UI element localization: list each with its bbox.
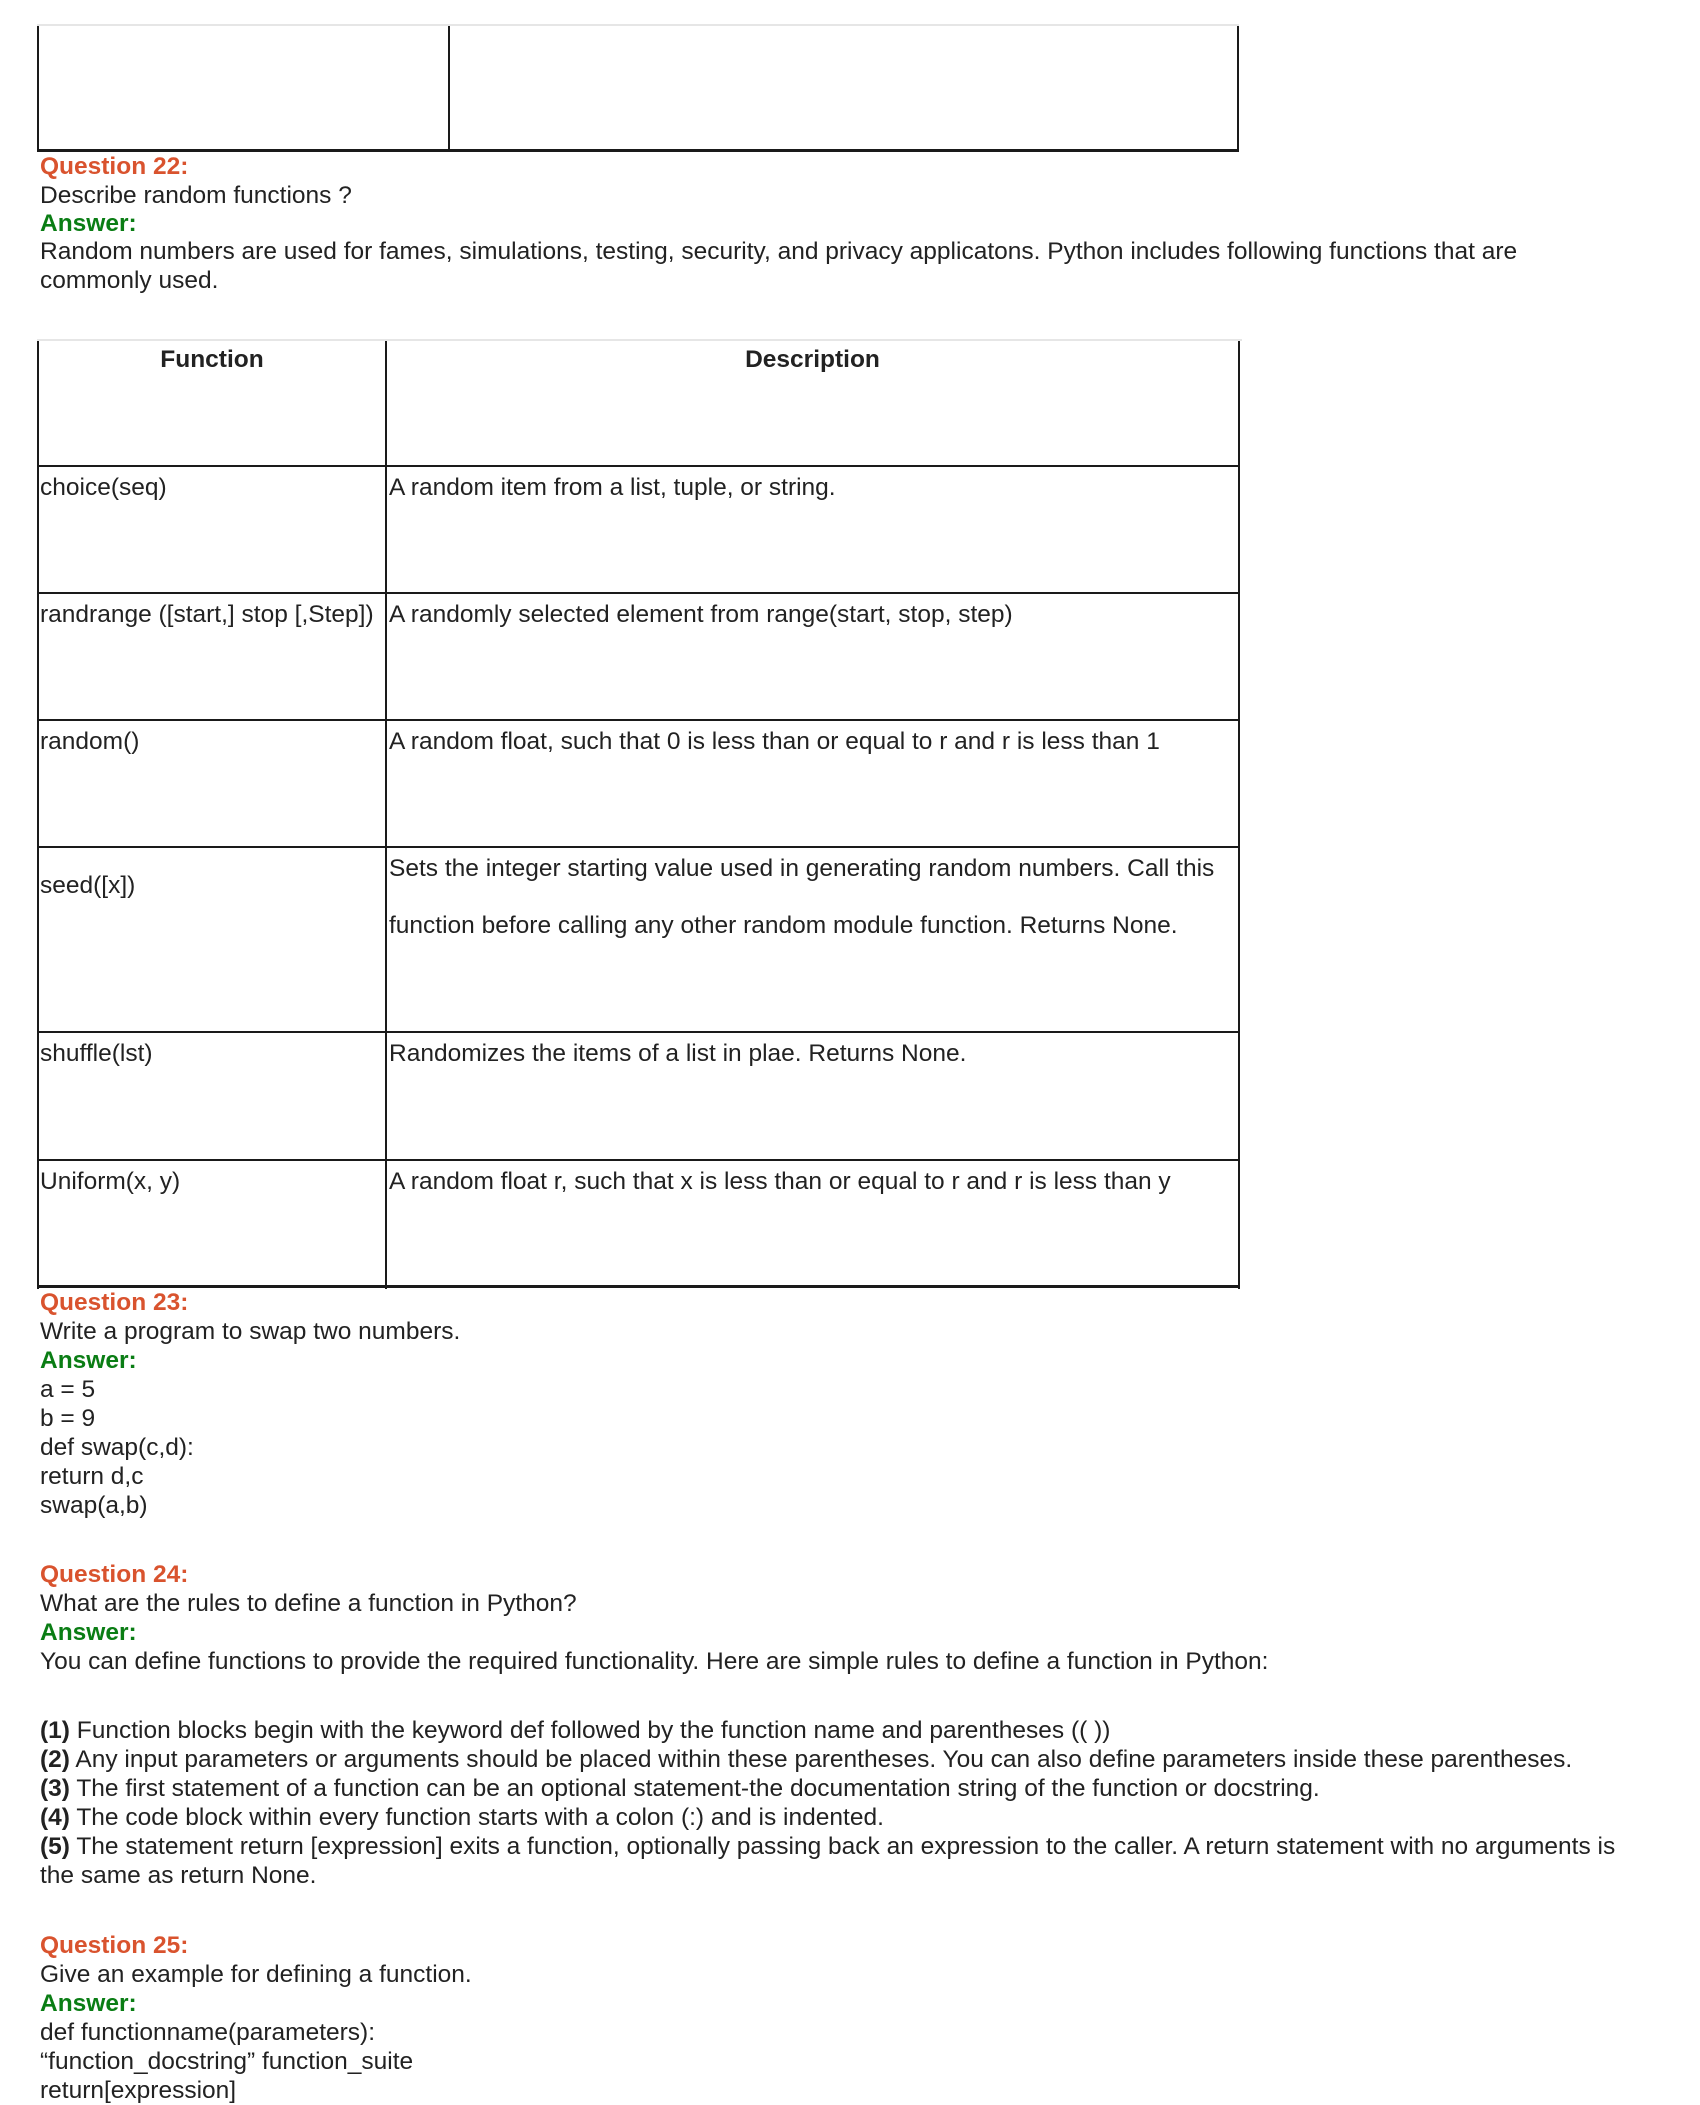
question-23-title: Question 23: — [40, 1289, 189, 1316]
rule-text: The code block within every function starts with a colon (:) and is indented. — [69, 1804, 884, 1831]
description-cell: A random item from a list, tuple, or string. — [389, 474, 836, 501]
function-cell: choice(seq) — [40, 474, 167, 501]
description-cell-line-2: function before calling any other random module function. Returns None. — [389, 912, 1178, 939]
row-divider — [37, 846, 1240, 848]
question-24-answer-label: Answer: — [40, 1619, 137, 1646]
rule-item — [40, 1774, 1320, 1803]
function-cell: seed([x]) — [40, 872, 136, 899]
question-22-intro-line-1: Random numbers are used for fames, simulations, testing, security, and privacy applicatons. Python includes following functions that are — [40, 238, 1518, 265]
rule-number: (1) — [40, 1717, 70, 1744]
code-line: “function_docstring” function_suite — [40, 2048, 414, 2075]
header-description: Description — [745, 346, 880, 373]
table-border-bottom — [37, 149, 1239, 152]
code-line: def swap(c,d): — [40, 1434, 194, 1461]
question-22-answer-label: Answer: — [40, 210, 137, 237]
question-25-answer-label: Answer: — [40, 1990, 137, 2017]
table-top-rule — [37, 339, 1242, 341]
rule-number: (5) — [40, 1833, 70, 1860]
rule-item — [40, 1803, 884, 1832]
random-functions-table — [37, 339, 1242, 1289]
description-cell: A random float, such that 0 is less than or equal to r and r is less than 1 — [389, 728, 1160, 755]
table-column-divider — [448, 26, 450, 152]
description-cell: A randomly selected element from range(start, stop, step) — [389, 601, 1013, 628]
question-24-intro: You can define functions to provide the required functionality. Here are simple rules to define a function in Python: — [40, 1648, 1269, 1675]
rule-number: (4) — [40, 1804, 70, 1831]
function-cell: shuffle(lst) — [40, 1040, 153, 1067]
table-border-right — [1238, 341, 1240, 1289]
rule-item — [40, 1832, 1615, 1861]
description-cell: A random float r, such that x is less than or equal to r and r is less than y — [389, 1168, 1171, 1195]
table-border-bottom — [37, 1285, 1240, 1288]
rule-text: The statement return [expression] exits a function, optionally passing back an expression to the caller. A return statement with no arguments is — [69, 1833, 1616, 1860]
table-column-divider — [385, 341, 387, 1289]
rule-text: Function blocks begin with the keyword def followed by the function name and parentheses (( )) — [69, 1717, 1111, 1744]
rule-text: Any input parameters or arguments should be placed within these parentheses. You can also define parameters inside these parentheses. — [69, 1746, 1573, 1773]
code-line: return[expression] — [40, 2077, 237, 2104]
question-24-title: Question 24: — [40, 1561, 189, 1588]
table-border-left — [37, 341, 39, 1289]
row-divider — [37, 1031, 1240, 1033]
rule-number: (3) — [40, 1775, 70, 1802]
question-23-answer-label: Answer: — [40, 1347, 137, 1374]
rule-5-continuation: the same as return None. — [40, 1862, 317, 1889]
rule-text: The first statement of a function can be an optional statement-the documentation string of the function or docstring. — [69, 1775, 1320, 1802]
code-line: return d,c — [40, 1463, 144, 1490]
rule-number: (2) — [40, 1746, 70, 1773]
table-border-right — [1237, 26, 1239, 152]
table-border-left — [37, 26, 39, 152]
table-top-rule — [37, 24, 1239, 26]
question-22-title: Question 22: — [40, 153, 189, 180]
row-divider — [37, 592, 1240, 594]
row-divider — [37, 1159, 1240, 1161]
code-line: a = 5 — [40, 1376, 96, 1403]
function-cell: random() — [40, 728, 140, 755]
header-function: Function — [160, 346, 264, 373]
function-cell: randrange ([start,] stop [,Step]) — [40, 601, 374, 628]
question-22-intro-line-2: commonly used. — [40, 267, 219, 294]
previous-table-fragment — [37, 24, 1239, 152]
rule-item — [40, 1716, 1110, 1745]
question-22-text: Describe random functions ? — [40, 182, 352, 209]
function-cell: Uniform(x, y) — [40, 1168, 181, 1195]
question-23-text: Write a program to swap two numbers. — [40, 1318, 461, 1345]
rule-item — [40, 1745, 1572, 1774]
description-cell: Randomizes the items of a list in plae. Returns None. — [389, 1040, 967, 1067]
question-25-title: Question 25: — [40, 1932, 189, 1959]
question-25-text: Give an example for defining a function. — [40, 1961, 472, 1988]
description-cell: Sets the integer starting value used in generating random numbers. Call this — [389, 855, 1215, 882]
code-line: swap(a,b) — [40, 1492, 148, 1519]
code-line: b = 9 — [40, 1405, 96, 1432]
row-divider — [37, 719, 1240, 721]
row-divider — [37, 465, 1240, 467]
code-line: def functionname(parameters): — [40, 2019, 375, 2046]
question-24-text: What are the rules to define a function in Python? — [40, 1590, 577, 1617]
